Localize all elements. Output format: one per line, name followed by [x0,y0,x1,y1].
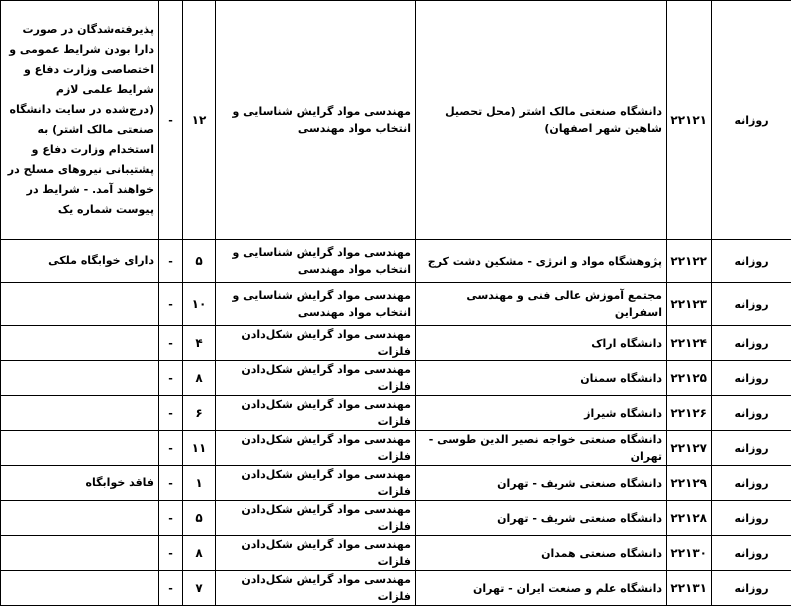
notes-cell: پذیرفته‌شدگان در صورت دارا بودن شرایط عمومی و اختصاصی وزارت دفاع و شرایط علمی لازم (درج‌شده در سایت دانشگاه صنعتی مالک اشتر) به استخدام وزارت دفاع و پشتیبانی نیروهای مسلح در خواهند آمد. - شرایط در پیوست شماره یک [1,1,159,240]
study-type-cell: روزانه [712,361,791,396]
university-cell: مجتمع آموزش عالی فنی و مهندسی اسفراین [416,283,667,326]
university-cell: دانشگاه صنعتی شریف - تهران [416,501,667,536]
notes-cell [1,501,159,536]
major-cell: مهندسی مواد گرایش شکل‌دادن فلزات [216,326,416,361]
university-cell: دانشگاه صنعتی همدان [416,536,667,571]
notes-cell [1,431,159,466]
study-type-cell: روزانه [712,466,791,501]
dash-cell: - [159,536,183,571]
dash-cell: - [159,1,183,240]
capacity-cell: ۱ [183,466,216,501]
program-code-cell: ۲۲۱۲۳ [667,283,712,326]
university-cell: دانشگاه علم و صنعت ایران - تهران [416,571,667,606]
table-row [1,283,791,326]
major-cell: مهندسی مواد گرایش شناسایی و انتخاب مواد مهندسی [216,1,416,240]
major-cell: مهندسی مواد گرایش شکل‌دادن فلزات [216,361,416,396]
study-type-cell: روزانه [712,501,791,536]
study-type-cell: روزانه [712,1,791,240]
capacity-cell: ۸ [183,361,216,396]
table-row [1,396,791,431]
program-code-cell: ۲۲۱۲۵ [667,361,712,396]
notes-cell [1,361,159,396]
major-cell: مهندسی مواد گرایش شکل‌دادن فلزات [216,396,416,431]
study-type-cell: روزانه [712,431,791,466]
dash-cell: - [159,396,183,431]
dash-cell: - [159,326,183,361]
study-type-cell: روزانه [712,326,791,361]
major-cell: مهندسی مواد گرایش شناسایی و انتخاب مواد مهندسی [216,240,416,283]
major-cell: مهندسی مواد گرایش شکل‌دادن فلزات [216,431,416,466]
table-row [1,571,791,606]
program-code-cell: ۲۲۱۳۰ [667,536,712,571]
major-cell: مهندسی مواد گرایش شکل‌دادن فلزات [216,501,416,536]
notes-cell [1,326,159,361]
program-code-cell: ۲۲۱۲۷ [667,431,712,466]
program-code-cell: ۲۲۱۲۶ [667,396,712,431]
capacity-cell: ۵ [183,501,216,536]
table-row [1,431,791,466]
dash-cell: - [159,431,183,466]
capacity-cell: ۱۱ [183,431,216,466]
program-code-cell: ۲۲۱۲۴ [667,326,712,361]
university-cell: دانشگاه صنعتی شریف - تهران [416,466,667,501]
capacity-cell: ۸ [183,536,216,571]
table-row [1,466,791,501]
table-row [1,536,791,571]
program-code-cell: ۲۲۱۲۲ [667,240,712,283]
university-cell: دانشگاه شیراز [416,396,667,431]
capacity-cell: ۴ [183,326,216,361]
program-code-cell: ۲۲۱۲۱ [667,1,712,240]
program-code-cell: ۲۲۱۳۱ [667,571,712,606]
notes-cell: فاقد خوابگاه [1,466,159,501]
university-cell: دانشگاه صنعتی خواجه نصیر الدین طوسی - تهران [416,431,667,466]
university-cell: پژوهشگاه مواد و انرژی - مشکین دشت کرج [416,240,667,283]
table-row [1,501,791,536]
dash-cell: - [159,240,183,283]
study-type-cell: روزانه [712,571,791,606]
dash-cell: - [159,361,183,396]
notes-cell [1,571,159,606]
table-body [1,1,791,606]
capacity-cell: ۱۲ [183,1,216,240]
study-type-cell: روزانه [712,283,791,326]
major-cell: مهندسی مواد گرایش شکل‌دادن فلزات [216,466,416,501]
notes-cell [1,536,159,571]
study-type-cell: روزانه [712,536,791,571]
capacity-cell: ۶ [183,396,216,431]
notes-cell [1,396,159,431]
table-row [1,361,791,396]
program-code-cell: ۲۲۱۲۸ [667,501,712,536]
major-cell: مهندسی مواد گرایش شکل‌دادن فلزات [216,571,416,606]
table-row [1,326,791,361]
study-type-cell: روزانه [712,396,791,431]
capacity-cell: ۱۰ [183,283,216,326]
dash-cell: - [159,283,183,326]
capacity-cell: ۵ [183,240,216,283]
program-code-cell: ۲۲۱۲۹ [667,466,712,501]
study-type-cell: روزانه [712,240,791,283]
dash-cell: - [159,571,183,606]
university-cell: دانشگاه سمنان [416,361,667,396]
university-cell: دانشگاه اراک [416,326,667,361]
notes-cell: دارای خوابگاه ملکی [1,240,159,283]
dash-cell: - [159,466,183,501]
major-cell: مهندسی مواد گرایش شکل‌دادن فلزات [216,536,416,571]
table-row [1,1,791,240]
capacity-cell: ۷ [183,571,216,606]
dash-cell: - [159,501,183,536]
notes-cell [1,283,159,326]
table-row [1,240,791,283]
university-cell: دانشگاه صنعتی مالک اشتر (محل تحصیل شاهین شهر اصفهان) [416,1,667,240]
major-cell: مهندسی مواد گرایش شناسایی و انتخاب مواد مهندسی [216,283,416,326]
